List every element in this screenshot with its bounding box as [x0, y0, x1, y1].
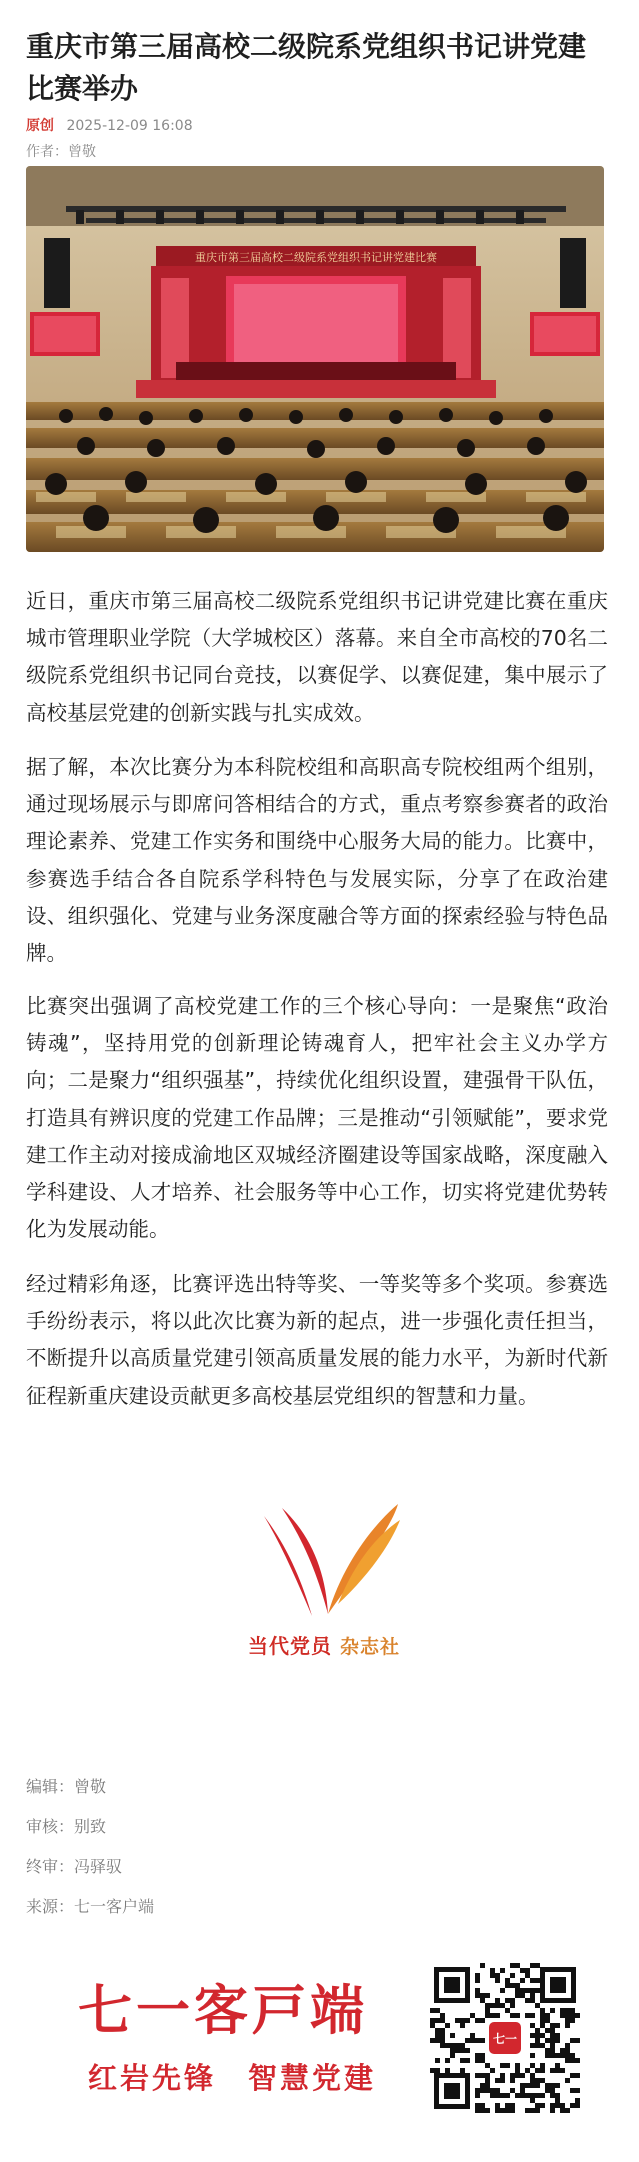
slogan-left: 红岩先锋 [88, 2061, 217, 2095]
credit-final-reviewer [26, 1847, 154, 1887]
article-title: 重庆市第三届高校二级院系党组织书记讲党建比赛举办 [26, 30, 587, 105]
paragraph-2: 据了解，本次比赛分为本科院校组和高职高专院校组两个组别，通过现场展示与即席问答相结合的方式，重点考察参赛者的政治理论素养、党建工作实务和围绕中心服务大局的能力。比赛中，参赛选手结合各自院系学科特色与发展实际，分享了在政治建设、组织强化、党建与业务深度融合等方面的探索经验与特色品牌。 [26, 755, 608, 966]
credit-label: 来源： [26, 1897, 75, 1916]
logo-name-sub: 杂志社 [339, 1636, 400, 1658]
conference-hall-image [26, 166, 604, 552]
author-name: 曾敬 [68, 144, 96, 160]
credit-value: 曾敬 [74, 1777, 107, 1796]
credit-label: 审核： [26, 1817, 75, 1836]
credit-label: 编辑： [26, 1777, 75, 1796]
credit-value: 冯驿驭 [74, 1857, 123, 1876]
slogan-right: 智慧党建 [248, 2061, 377, 2095]
credit-value: 别致 [74, 1817, 107, 1836]
paragraph-4: 经过精彩角逐，比赛评选出特等奖、一等奖等多个奖项。参赛选手纷纷表示，将以此次比赛为新的起点，进一步强化责任担当，不断提升以高质量党建引领高质量发展的能力水平，为新时代新征程新重庆建设贡献更多高校基层党组织的智慧和力量。 [26, 1272, 608, 1408]
brand-name: 七一客戸端 [78, 1978, 368, 2042]
magazine-logo-text [234, 1630, 414, 1659]
credit-source [26, 1887, 154, 1927]
credit-value: 七一客户端 [74, 1897, 155, 1916]
author-label: 作者： [26, 144, 68, 160]
stage-banner-text: 重庆市第三届高校二级院系党组织书记讲党建比赛 [195, 251, 437, 264]
credits-block [26, 1767, 154, 1927]
qr-code-icon[interactable] [430, 1963, 580, 2113]
event-photo[interactable] [26, 166, 604, 552]
credit-editor [26, 1767, 154, 1807]
logo-name-main: 当代党员 [248, 1634, 332, 1658]
paragraph-1: 近日，重庆市第三届高校二级院系党组织书记讲党建比赛在重庆城市管理职业学院（大学城校区）落幕。来自全市高校的70名二级院系党组织书记同台竞技，以赛促学、以赛促建，集中展示了高校基层党建的创新实践与扎实成效。 [26, 589, 608, 725]
article-author [26, 141, 96, 161]
brand-slogan [88, 2056, 378, 2097]
publish-datetime: 2025-12-09 16:08 [66, 118, 193, 134]
footer-brand [78, 1978, 378, 2097]
credit-reviewer [26, 1807, 154, 1847]
article-meta [26, 115, 193, 135]
credit-label: 终审： [26, 1857, 75, 1876]
original-tag: 原创 [26, 118, 54, 134]
qr-badge-text: 七一 [492, 2032, 518, 2046]
paragraph-3: 比赛突出强调了高校党建工作的三个核心导向：一是聚焦“政治铸魂”，坚持用党的创新理论铸魂育人，把牢社会主义办学方向；二是聚力“组织强基”，持续优化组织设置，建强骨干队伍，打造具有辨识度的党建工作品牌；三是推动“引领赋能”，要求党建工作主动对接成渝地区双城经济圈建设等国家战略，深度融入学科建设、人才培养、社会服务等中心工作，切实将党建优势转化为发展动能。 [26, 994, 608, 1242]
